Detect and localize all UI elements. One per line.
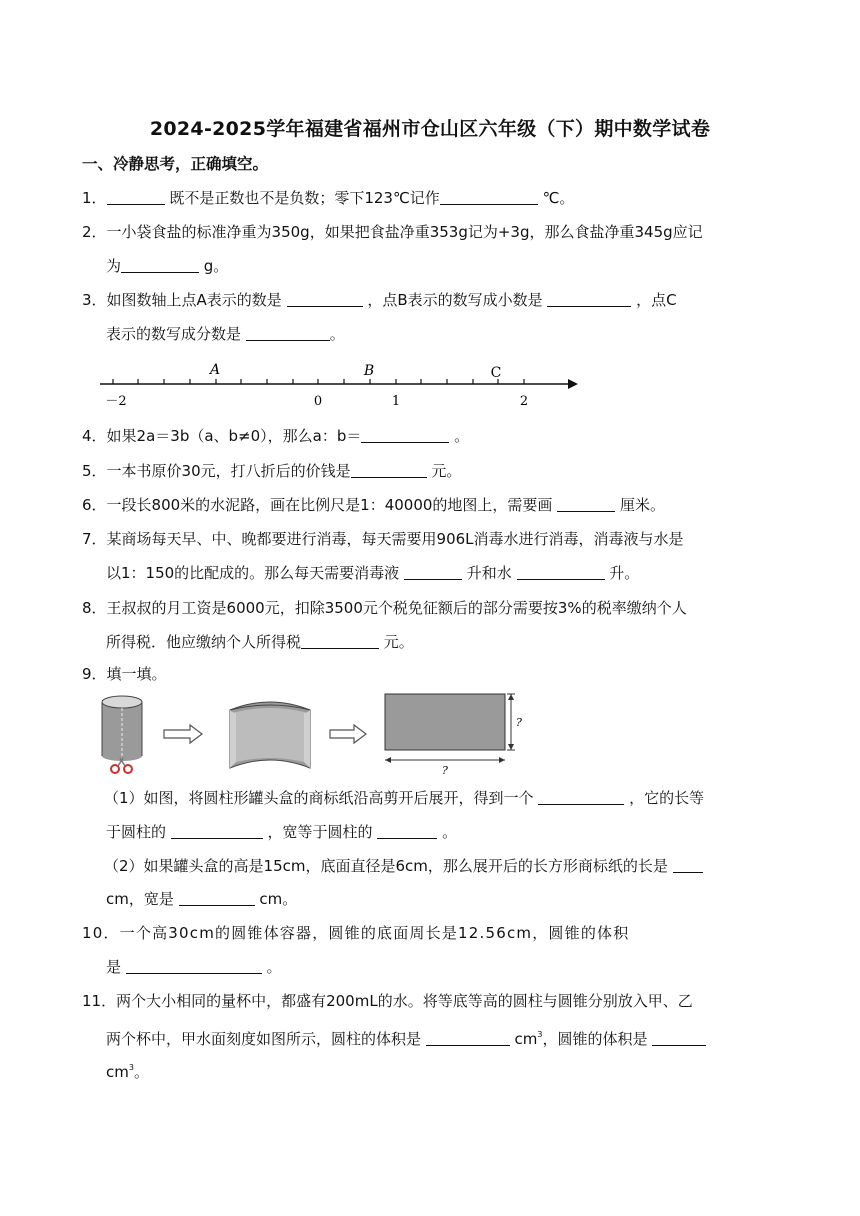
q9-2-text-b: cm，宽是: [106, 890, 179, 908]
q1-number: 1．: [82, 189, 107, 207]
arrow-right-icon: [164, 725, 202, 743]
q10-text: 是: [106, 958, 126, 976]
q2-unit: g。: [199, 257, 229, 275]
q8-unit: 元。: [379, 633, 414, 651]
q11-sup-2: 3: [128, 1063, 134, 1072]
q6-unit: 厘米。: [615, 496, 665, 514]
q3-text-c: ，点C: [631, 291, 677, 309]
q1-blank-1[interactable]: [107, 189, 165, 205]
q3-text-e: 。: [329, 325, 345, 343]
number-line-figure: [100, 358, 590, 410]
q9-1-text-b: ，它的长等: [624, 789, 705, 807]
q11-blank-2[interactable]: [652, 1030, 706, 1046]
question-8-line-1: 8．王叔叔的月工资是6000元，扣除3500元个税免征额后的部分需要按3%的税率缴纳个人: [82, 599, 687, 617]
question-1: [82, 188, 574, 208]
page-title: 2024-2025学年福建省福州市仓山区六年级（下）期中数学试卷: [149, 118, 711, 140]
q10-end: 。: [261, 958, 282, 976]
point-c-label: C: [490, 365, 502, 381]
q9-1-blank-1[interactable]: [538, 789, 624, 805]
q7-blank-1[interactable]: [404, 564, 462, 580]
tick-label-0: 0: [313, 394, 323, 409]
q11-unit-2: cm: [106, 1063, 129, 1081]
section-heading: 一、冷静思考，正确填空。: [82, 155, 269, 173]
q8-text: 所得税．他应缴纳个人所得税: [106, 633, 302, 651]
question-10-line-2: [106, 957, 282, 977]
q11-blank-1[interactable]: [426, 1030, 510, 1046]
q1-unit: ℃。: [537, 189, 575, 207]
point-a-label: A: [209, 362, 221, 378]
question-10-line-1: 10．一个高30cm的圆锥体容器，圆锥的底面周长是12.56cm，圆锥的体积: [82, 924, 630, 942]
question-2-line-1: 2．一小袋食盐的标准净重为350g，如果把食盐净重353g记为+3g，那么食盐净重345g应记: [82, 223, 703, 241]
tick-label-1: 1: [391, 394, 401, 409]
question-11-line-3: [106, 1058, 149, 1082]
q11-text-b: ，圆锥的体积是: [542, 1030, 653, 1048]
q9-1-text-a: （1）如图，将圆柱形罐头盒的商标纸沿高剪开后展开，得到一个: [104, 789, 539, 807]
q11-end: 。: [133, 1063, 149, 1081]
q8-blank[interactable]: [301, 633, 379, 649]
q3-blank-b[interactable]: [547, 291, 631, 307]
q7-blank-2[interactable]: [517, 564, 605, 580]
q6-blank[interactable]: [557, 496, 615, 512]
length-question-mark: ?: [442, 764, 448, 777]
arrow-right-icon: [568, 379, 578, 389]
q9-1-blank-3[interactable]: [377, 823, 437, 839]
q4-blank[interactable]: [361, 427, 449, 443]
q1-text: 既不是正数也不是负数；零下123℃记作: [164, 189, 440, 207]
rectangle-label-icon: [385, 694, 515, 763]
q3-blank-a[interactable]: [287, 291, 363, 307]
question-2-line-2: [106, 256, 228, 276]
q9-1-text-c: 于圆柱的: [106, 823, 171, 841]
question-3-line-2: [106, 324, 345, 344]
q4-text: 4．如果2a＝3b（a、b≠0），那么a：b＝: [82, 427, 362, 445]
q1-blank-2[interactable]: [440, 189, 538, 205]
tick-label-2: 2: [519, 394, 529, 409]
width-question-mark: ?: [516, 716, 522, 729]
cylinder-unfold-figure: [100, 688, 522, 778]
q11-unit-1: cm: [509, 1030, 538, 1048]
question-9-2-line-1: [104, 856, 703, 876]
question-7-line-2: [106, 563, 639, 583]
q7-unit: 升。: [604, 564, 640, 582]
q4-end: 。: [449, 427, 470, 445]
q10-blank[interactable]: [126, 958, 262, 974]
q3-blank-c[interactable]: [246, 325, 330, 341]
q9-2-blank-2[interactable]: [179, 890, 255, 906]
q9-1-blank-2[interactable]: [171, 823, 263, 839]
q9-2-text-a: （2）如果罐头盒的高是15cm，底面直径是6cm，那么展开后的长方形商标纸的长是: [104, 857, 673, 875]
q9-2-blank-1[interactable]: [673, 857, 703, 873]
half-open-cylinder-icon: [230, 702, 310, 768]
question-3-line-1: [82, 290, 677, 310]
q7-text-b: 升和水: [461, 564, 517, 582]
q2-text: 为: [106, 257, 122, 275]
cylinder-icon: [102, 696, 142, 761]
q3-text-a: 3．如图数轴上点A表示的数是: [82, 291, 287, 309]
question-9-1-line-1: [104, 788, 704, 808]
q9-1-text-e: 。: [437, 823, 458, 841]
question-7-line-1: 7．某商场每天早、中、晚都要进行消毒，每天需要用906L消毒水进行消毒，消毒液与水是: [82, 530, 684, 548]
question-11-line-1: 11．两个大小相同的量杯中，都盛有200mL的水。将等底等高的圆柱与圆锥分别放入甲、乙: [82, 992, 693, 1010]
q2-blank[interactable]: [121, 257, 199, 273]
arrow-right-icon: [330, 725, 366, 743]
q11-text-a: 两个杯中，甲水面刻度如图所示，圆柱的体积是: [106, 1030, 426, 1048]
question-9-2-line-2: [106, 889, 297, 909]
q3-text-b: ，点B表示的数写成小数是: [362, 291, 548, 309]
q5-blank[interactable]: [351, 462, 427, 478]
question-9-heading: 9．填一填。: [82, 665, 167, 683]
q3-text-d: 表示的数写成分数是: [106, 325, 246, 343]
q6-text: 6．一段长800米的水泥路，画在比例尺是1：40000的地图上，需要画: [82, 496, 558, 514]
q5-unit: 元。: [426, 462, 462, 480]
tick-label-neg2: －2: [105, 394, 127, 409]
question-8-line-2: [106, 632, 414, 652]
question-11-line-2: [106, 1025, 706, 1049]
question-9-1-line-2: [106, 822, 457, 842]
question-5: [82, 461, 461, 481]
point-b-label: B: [363, 363, 375, 379]
question-6: [82, 495, 665, 515]
question-4: [82, 426, 469, 446]
q5-text: 5．一本书原价30元，打八折后的价钱是: [82, 462, 351, 480]
q7-text-a: 以1：150的比配成的。那么每天需要消毒液: [106, 564, 404, 582]
q11-sup-1: 3: [537, 1030, 543, 1039]
q9-1-text-d: ，宽等于圆柱的: [262, 823, 378, 841]
q9-2-text-c: cm。: [254, 890, 298, 908]
